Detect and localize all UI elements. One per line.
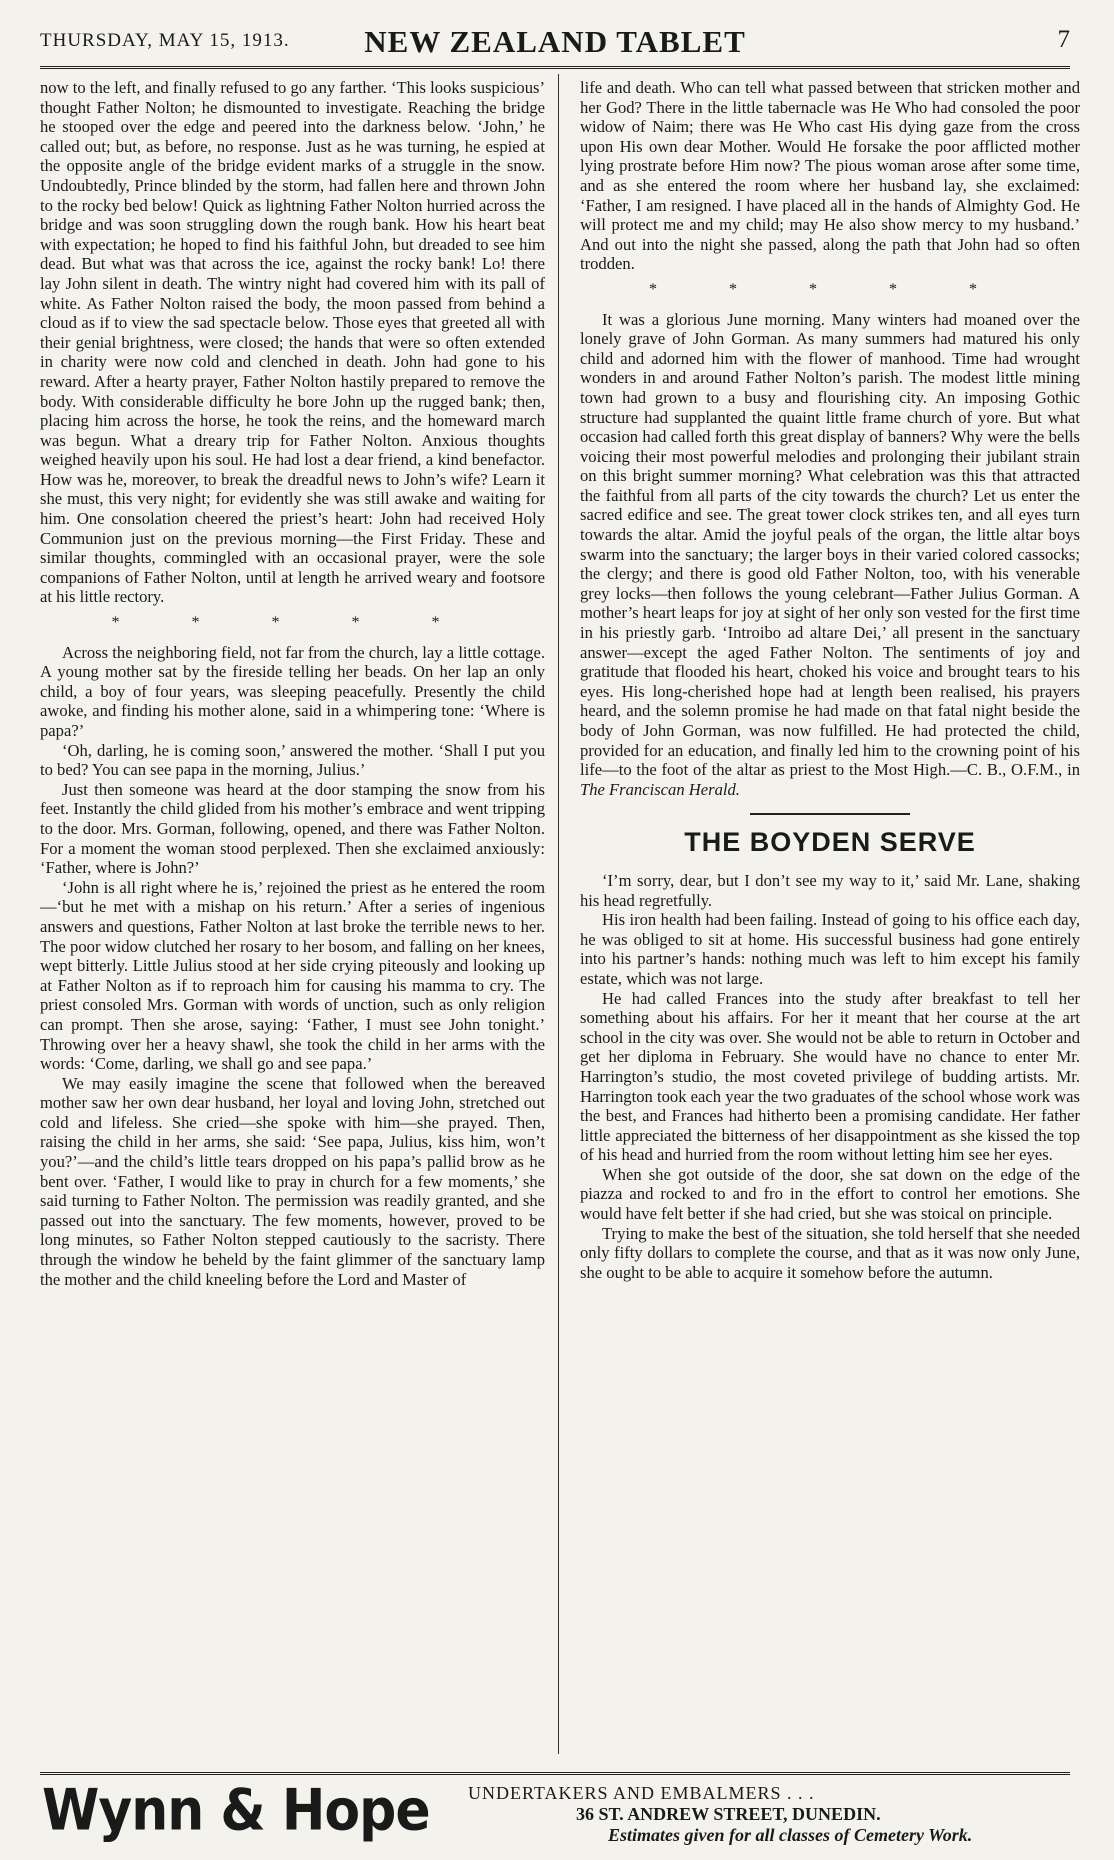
advert-address: 36 ST. ANDREW STREET, DUNEDIN. xyxy=(576,1804,881,1824)
article-paragraph: When she got outside of the door, she sat down on the edge of the piazza and rocked to and fro in the effort to control her emotions. She would have felt better if she had cried, but she was stoical on principle. xyxy=(580,1164,1080,1224)
article-heading: THE BOYDEN SERVE xyxy=(684,827,976,858)
section-separator: * * * * * xyxy=(111,614,474,632)
newspaper-title: NEW ZEALAND TABLET xyxy=(364,24,746,59)
story-citation: The Franciscan Herald. xyxy=(580,779,740,799)
advertisement-text xyxy=(468,1783,972,1846)
story-paragraph xyxy=(580,310,1080,800)
column-divider xyxy=(558,74,559,1754)
advert-tagline: Estimates given for all classes of Cemetery Work. xyxy=(608,1825,973,1845)
advertisement xyxy=(40,1772,1070,1855)
story-paragraph: Across the neighboring field, not far from the church, lay a little cottage. A young mother sat by the fireside telling her beads. On her lap an only child, a boy of four years, was sleeping peacefully. Presently the child awoke, and finding his mother alone, said in a whimpering tone: ‘Where is papa?’ xyxy=(40,642,545,740)
section-rule xyxy=(750,813,910,815)
advertiser-name: Wynn & Hope xyxy=(42,1778,430,1844)
advert-line: UNDERTAKERS AND EMBALMERS . . . xyxy=(468,1783,815,1803)
article-paragraph: His iron health had been failing. Instead of going to his office each day, he was obliged to sit at home. His successful business had gone entirely into his partner’s hands: nothing much was left to him except his family estate, which was not large. xyxy=(580,910,1080,988)
story-paragraph: ‘Oh, darling, he is coming soon,’ answered the mother. ‘Shall I put you to bed? You can see papa in the morning, Julius.’ xyxy=(40,740,545,780)
right-column xyxy=(580,78,1080,1282)
article-paragraph: Trying to make the best of the situation, she told herself that she needed only fifty dollars to complete the course, and that as it was now only June, she ought to be able to acquire it somehow before the autumn. xyxy=(580,1223,1080,1282)
story-paragraph: We may easily imagine the scene that followed when the bereaved mother saw her own dear husband, her loyal and loving John, stretched out cold and lifeless. She cried—she spoke with him—she prayed. Then, raising the child in her arms, she said: ‘See papa, Julius, kiss him, won’t you?’—and the child’s little tears dropped on his papa’s pallid brow as he bent over. ‘Father, I would like to pray in church for a few moments,’ she said turning to Father Nolton. The permission was readily granted, and she passed out into the sanctuary. The few moments, however, proved to be long minutes, so Father Nolton stepped cautiously to the sacristy. There through the window he beheld by the faint glimmer of the sanctuary lamp the mother and the child kneeling before the Lord and Master of xyxy=(40,1073,545,1289)
page-number: 7 xyxy=(1057,26,1070,53)
story-text: It was a glorious June morning. Many winters had moaned over the lonely grave of John Gorman. As many summers had matured his only child and adorned him with the flower of manhood. Time had wrought wonders in and around Father Nolton’s parish. The modest little mining town had grown to a busy and flourishing city. An imposing Gothic structure had supplanted the quaint little frame church of yore. But what occasion had called forth this great display of banners? Why were the bells voicing their most powerful melodies and prolonging their jubilant strain on this bright summer morning? What celebration was this that attracted the faithful from all parts of the city towards the church? Let us enter the sacred edifice and see. The great tower clock strikes ten, and all eyes turn towards the altar. Amid the joyful peals of the organ, the little altar boys swarm into the sanctuary; the larger boys in their varied colored cassocks; the clergy; and there is good old Father Nolton, too, with his venerable grey locks—then follows the young celebrant—Father Julius Gorman. A mother’s heart leaps for joy at sight of her only son vested for the first time in his priestly garb. ‘Introibo ad altare Dei,’ all present in the sanctuary answer—except the aged Father Nolton. The sentiments of joy and gratitude that flooded his heart, choked his voice and brought tears to his eyes. His long-cherished hope had at length been realised, his prayers heard, and the solemn promise he had made on that fatal night beside the body of John Gorman, was now fulfilled. He had protected the child, provided for an education, and finally led him to the crowning point of his life—to the foot of the altar as priest to the Most High.—C. B., O.F.M., in xyxy=(580,309,1080,780)
masthead xyxy=(40,22,1070,69)
issue-date: THURSDAY, MAY 15, 1913. xyxy=(40,30,290,51)
story-paragraph: Just then someone was heard at the door stamping the snow from his feet. Instantly the child glided from his mother’s embrace and went tripping to the door. Mrs. Gorman, following, opened, and there was Father Nolton. For a moment the woman stood perplexed. Then she exclaimed anxiously: ‘Father, where is John?’ xyxy=(40,779,545,878)
story-paragraph: ‘John is all right where he is,’ rejoined the priest as he entered the room—‘but he met with a mishap on his return.’ After a series of ingenious answers and questions, Father Nolton at last broke the terrible news to her. The poor widow clutched her rosary to her bosom, and falling on her knees, wept bitterly. Little Julius stood at her side crying piteously and looking up at Father Nolton as if to reproach him for causing his mamma to cry. The priest consoled Mrs. Gorman with words of unction, such as only religion can prompt. Then she arose, saying: ‘Father, I must see John tonight.’ Throwing over her a heavy shawl, she took the child in her arms with the words: ‘Come, darling, we shall go and see papa.’ xyxy=(40,877,545,1074)
article-paragraph: He had called Frances into the study after breakfast to tell her something about his affairs. For her it meant that her course at the art school in the city was over. She would not be able to return in October and get her diploma in February. She would have no chance to enter Mr. Harrington’s studio, the most coveted privilege of budding artists. Mr. Harrington took each year the two graduates of the school whose work was the best, and Frances had hitherto been a promising candidate. Her father little appreciated the bitterness of her disappointment as she kissed the top of his head and hurried from the room without letting him see her eyes. xyxy=(580,988,1080,1165)
section-separator: * * * * * xyxy=(649,280,1011,298)
story-paragraph: now to the left, and finally refused to go any farther. ‘This looks suspicious’ thought Father Nolton; he dismounted to investigate. Reaching the bridge he stooped over the edge and peered into the darkness below. ‘John,’ he called out; but, as before, no response. Just as he was turning, he espied at the opposite angle of the bridge evident marks of a struggle in the snow. Undoubtedly, Prince blinded by the storm, had fallen here and thrown John to the rocky bed below! Quick as lightning Father Nolton hurried across the bridge and was soon struggling down the rough bank. How his heart beat with expectation; he hoped to find his faithful John, but dreaded to see him dead. But what was that across the ice, against the rocky bank! Lo! there lay John silent in death. The wintry night had covered him with its pall of white. As Father Nolton raised the body, the moon passed from behind a cloud as if to view the sad spectacle below. Those eyes that greeted all with their genial brightness, were closed; the hands that were so often extended in charity were now cold and clenched in death. John had gone to his reward. After a hearty prayer, Father Nolton hastily prepared to remove the body. With considerable difficulty he bore John up the rugged bank; then, placing him across the horse, he took the reins, and the homeward march was begun. What a dreary trip for Father Nolton. Anxious thoughts weighed heavily upon his soul. He had lost a dear friend, a kind benefactor. How was he, moreover, to break the dreadful news to John’s wife? Learn it she must, this very night; for evidently she was still awake and waiting for him. One consolation cheered the priest’s heart: John had received Holy Communion just on the previous morning—the First Friday. These and similar thoughts, commingled with an occasional prayer, were the sole companions of Father Nolton, until at length he arrived weary and footsore at his little rectory. xyxy=(40,78,545,607)
article-paragraph: ‘I’m sorry, dear, but I don’t see my way to it,’ said Mr. Lane, shaking his head regretfully. xyxy=(580,870,1080,910)
left-column xyxy=(40,78,545,1778)
story-paragraph: life and death. Who can tell what passed between that stricken mother and her God? There in the little tabernacle was He Who had consoled the poor widow of Naim; there was He Who cast His dying gaze from the cross upon His own dear Mother. Would He forsake the poor afflicted mother lying prostrate before Him now? The pious woman arose after some time, and as she entered the room where her husband lay, she exclaimed: ‘Father, I am resigned. I have placed all in the hands of Almighty God. He will protect me and my child; may He also show mercy to my husband.’ And out into the night she passed, along the path that John had so often trodden. xyxy=(580,78,1080,274)
